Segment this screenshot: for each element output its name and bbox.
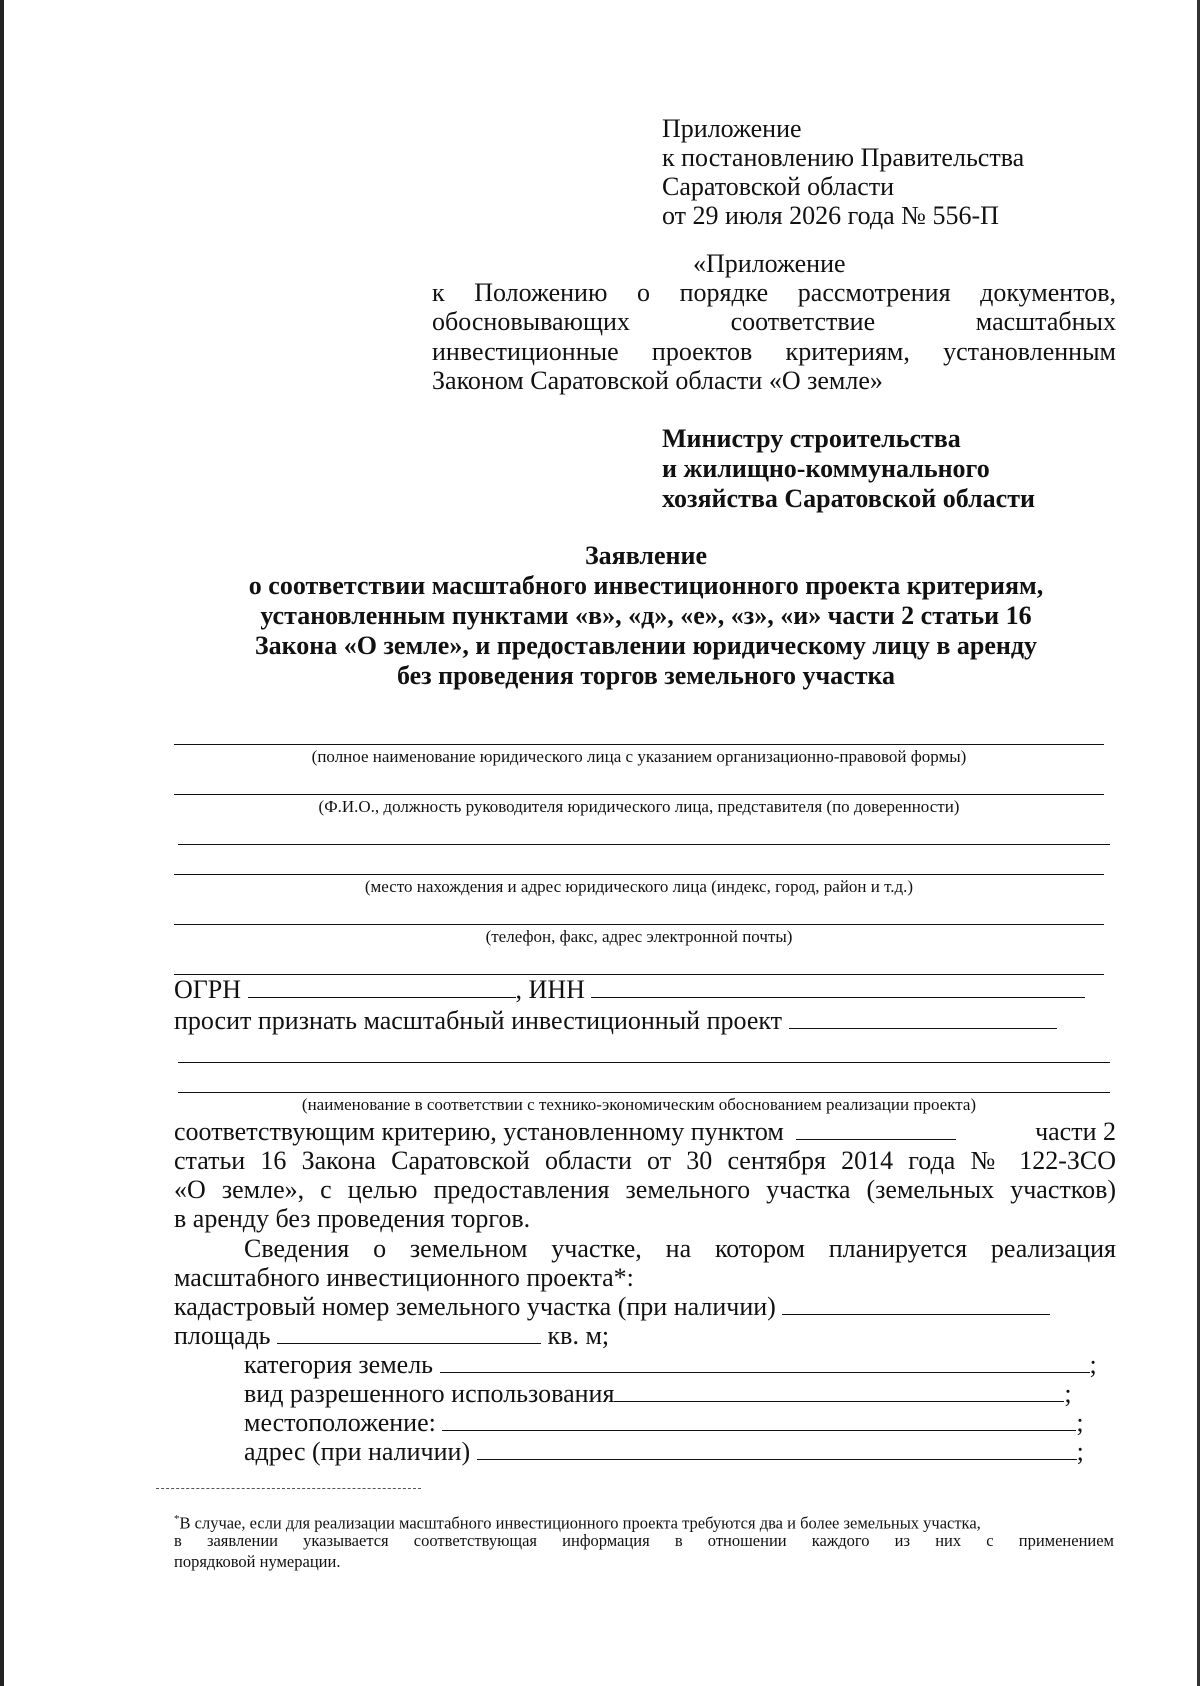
project-field-line-2[interactable]: [178, 1062, 1110, 1063]
statement-heading-line-2: установленным пунктами «в», «д», «е», «з», «и» части 2 статьи 16: [260, 601, 1032, 630]
address-field-line[interactable]: [174, 874, 1104, 875]
inn-field[interactable]: [591, 975, 1085, 998]
ogrn-inn-row: [174, 975, 1085, 1004]
statement-heading-line-1: о соответствии масштабного инвестиционного проекта критериям,: [248, 571, 1044, 600]
project-field[interactable]: [789, 1006, 1057, 1029]
scan-edge-left: [0, 0, 4, 1686]
statement-title: Заявление: [584, 541, 708, 570]
addr-label: адрес (при наличии): [244, 1437, 471, 1466]
request-label: просит признать масштабный инвестиционный проект: [174, 1006, 783, 1035]
annex2-title: «Приложение: [693, 249, 846, 278]
category-label: категория земель: [244, 1350, 434, 1379]
criterion-point-field[interactable]: [796, 1117, 956, 1140]
annex2-line-3: инвестиционные проектов критериям, установленным: [432, 337, 1116, 366]
footnote-separator: [156, 1488, 421, 1489]
body-p1-line-3: «О земле», с целью предоставления земельного участка (земельных участков): [174, 1175, 1116, 1204]
criterion-text: соответствующим критерию, установленному пунктом: [174, 1117, 784, 1146]
cadastral-label: кадастровый номер земельного участка (при наличии): [174, 1292, 776, 1321]
area-row: [174, 1321, 609, 1350]
body-p1-line-2: статьи 16 Закона Саратовской области от 30 сентября 2014 года № 122-ЗСО: [174, 1146, 1116, 1175]
extra-field-line[interactable]: [178, 844, 1110, 845]
body-p2-line-2: масштабного инвестиционного проекта*:: [174, 1263, 634, 1292]
use-field[interactable]: [614, 1379, 1064, 1402]
addressee-line-2: и жилищно-коммунального: [662, 454, 990, 483]
name-caption: (полное наименование юридического лица с указанием организационно-правовой формы): [311, 747, 967, 766]
addr-semicolon: ;: [1076, 1437, 1084, 1466]
location-row: [244, 1408, 1084, 1437]
annex2-line-2: обосновывающих соответствие масштабных: [432, 307, 1116, 336]
location-field[interactable]: [442, 1408, 1076, 1431]
location-label: местоположение:: [244, 1408, 436, 1437]
body-p1-line-4: в аренду без проведения торгов.: [174, 1204, 531, 1233]
area-unit: кв. м;: [547, 1321, 610, 1350]
annex-line-3: Саратовской области: [662, 172, 895, 201]
addressee-line-3: хозяйства Саратовской области: [662, 484, 1035, 513]
footnote-text-1: В случае, если для реализации масштабного инвестиционного проекта требуются два и более земельных участка,: [179, 1513, 981, 1533]
head-field-line[interactable]: [174, 794, 1104, 795]
annex2-line-4: Законом Саратовской области «О земле»: [432, 366, 883, 395]
contacts-caption: (телефон, факс, адрес электронной почты): [485, 927, 793, 946]
part-label: части 2: [1035, 1117, 1116, 1146]
category-row: [244, 1350, 1097, 1379]
ogrn-label: ОГРН: [174, 975, 242, 1004]
statement-heading-line-3: Закона «О земле», и предоставлении юридическому лицу в аренду: [254, 631, 1038, 660]
body-p2-line-1: Сведения о земельном участке, на котором планируется реализация: [244, 1234, 1116, 1263]
category-field[interactable]: [440, 1350, 1090, 1373]
addressee-line-1: Министру строительства: [662, 424, 961, 453]
addr-field[interactable]: [477, 1437, 1077, 1460]
request-row: [174, 1006, 1057, 1035]
body-p1-line-1: [174, 1117, 1116, 1146]
inn-label: , ИНН: [515, 975, 585, 1004]
annex-line-2: к постановлению Правительства: [662, 143, 1025, 172]
area-label: площадь: [174, 1321, 271, 1350]
area-field[interactable]: [277, 1321, 541, 1344]
annex2-line-1: к Положению о порядке рассмотрения документов,: [432, 278, 1116, 307]
category-semicolon: ;: [1089, 1350, 1097, 1379]
use-row: [244, 1379, 1072, 1408]
annex-line-1: Приложение: [662, 114, 802, 143]
footnote-line-2: в заявлении указывается соответствующая информация в отношении каждого из них с применением: [174, 1531, 1114, 1550]
addr-row: [244, 1437, 1084, 1466]
annex-line-4: от 29 июля 2026 года № 556-П: [662, 201, 999, 230]
use-label: вид разрешенного использования: [244, 1379, 615, 1408]
project-caption: (наименование в соответствии с технико-экономическим обоснованием реализации проекта): [301, 1095, 977, 1114]
address-caption: (место нахождения и адрес юридического лица (индекс, город, район и т.д.): [364, 877, 914, 896]
ogrn-field[interactable]: [248, 975, 516, 998]
location-semicolon: ;: [1076, 1408, 1084, 1437]
cadastral-row: [174, 1292, 1050, 1321]
use-semicolon: ;: [1064, 1379, 1072, 1408]
cadastral-field[interactable]: [782, 1292, 1050, 1315]
head-caption: (Ф.И.О., должность руководителя юридического лица, представителя (по доверенности): [318, 797, 960, 816]
statement-heading-line-4: без проведения торгов земельного участка: [396, 661, 896, 690]
name-field-line[interactable]: [174, 744, 1104, 745]
project-field-line-3[interactable]: [178, 1092, 1110, 1093]
footnote-mark: *: [174, 1513, 180, 1525]
footnote-line-3: порядковой нумерации.: [174, 1552, 341, 1571]
contacts-field-line[interactable]: [174, 924, 1104, 925]
